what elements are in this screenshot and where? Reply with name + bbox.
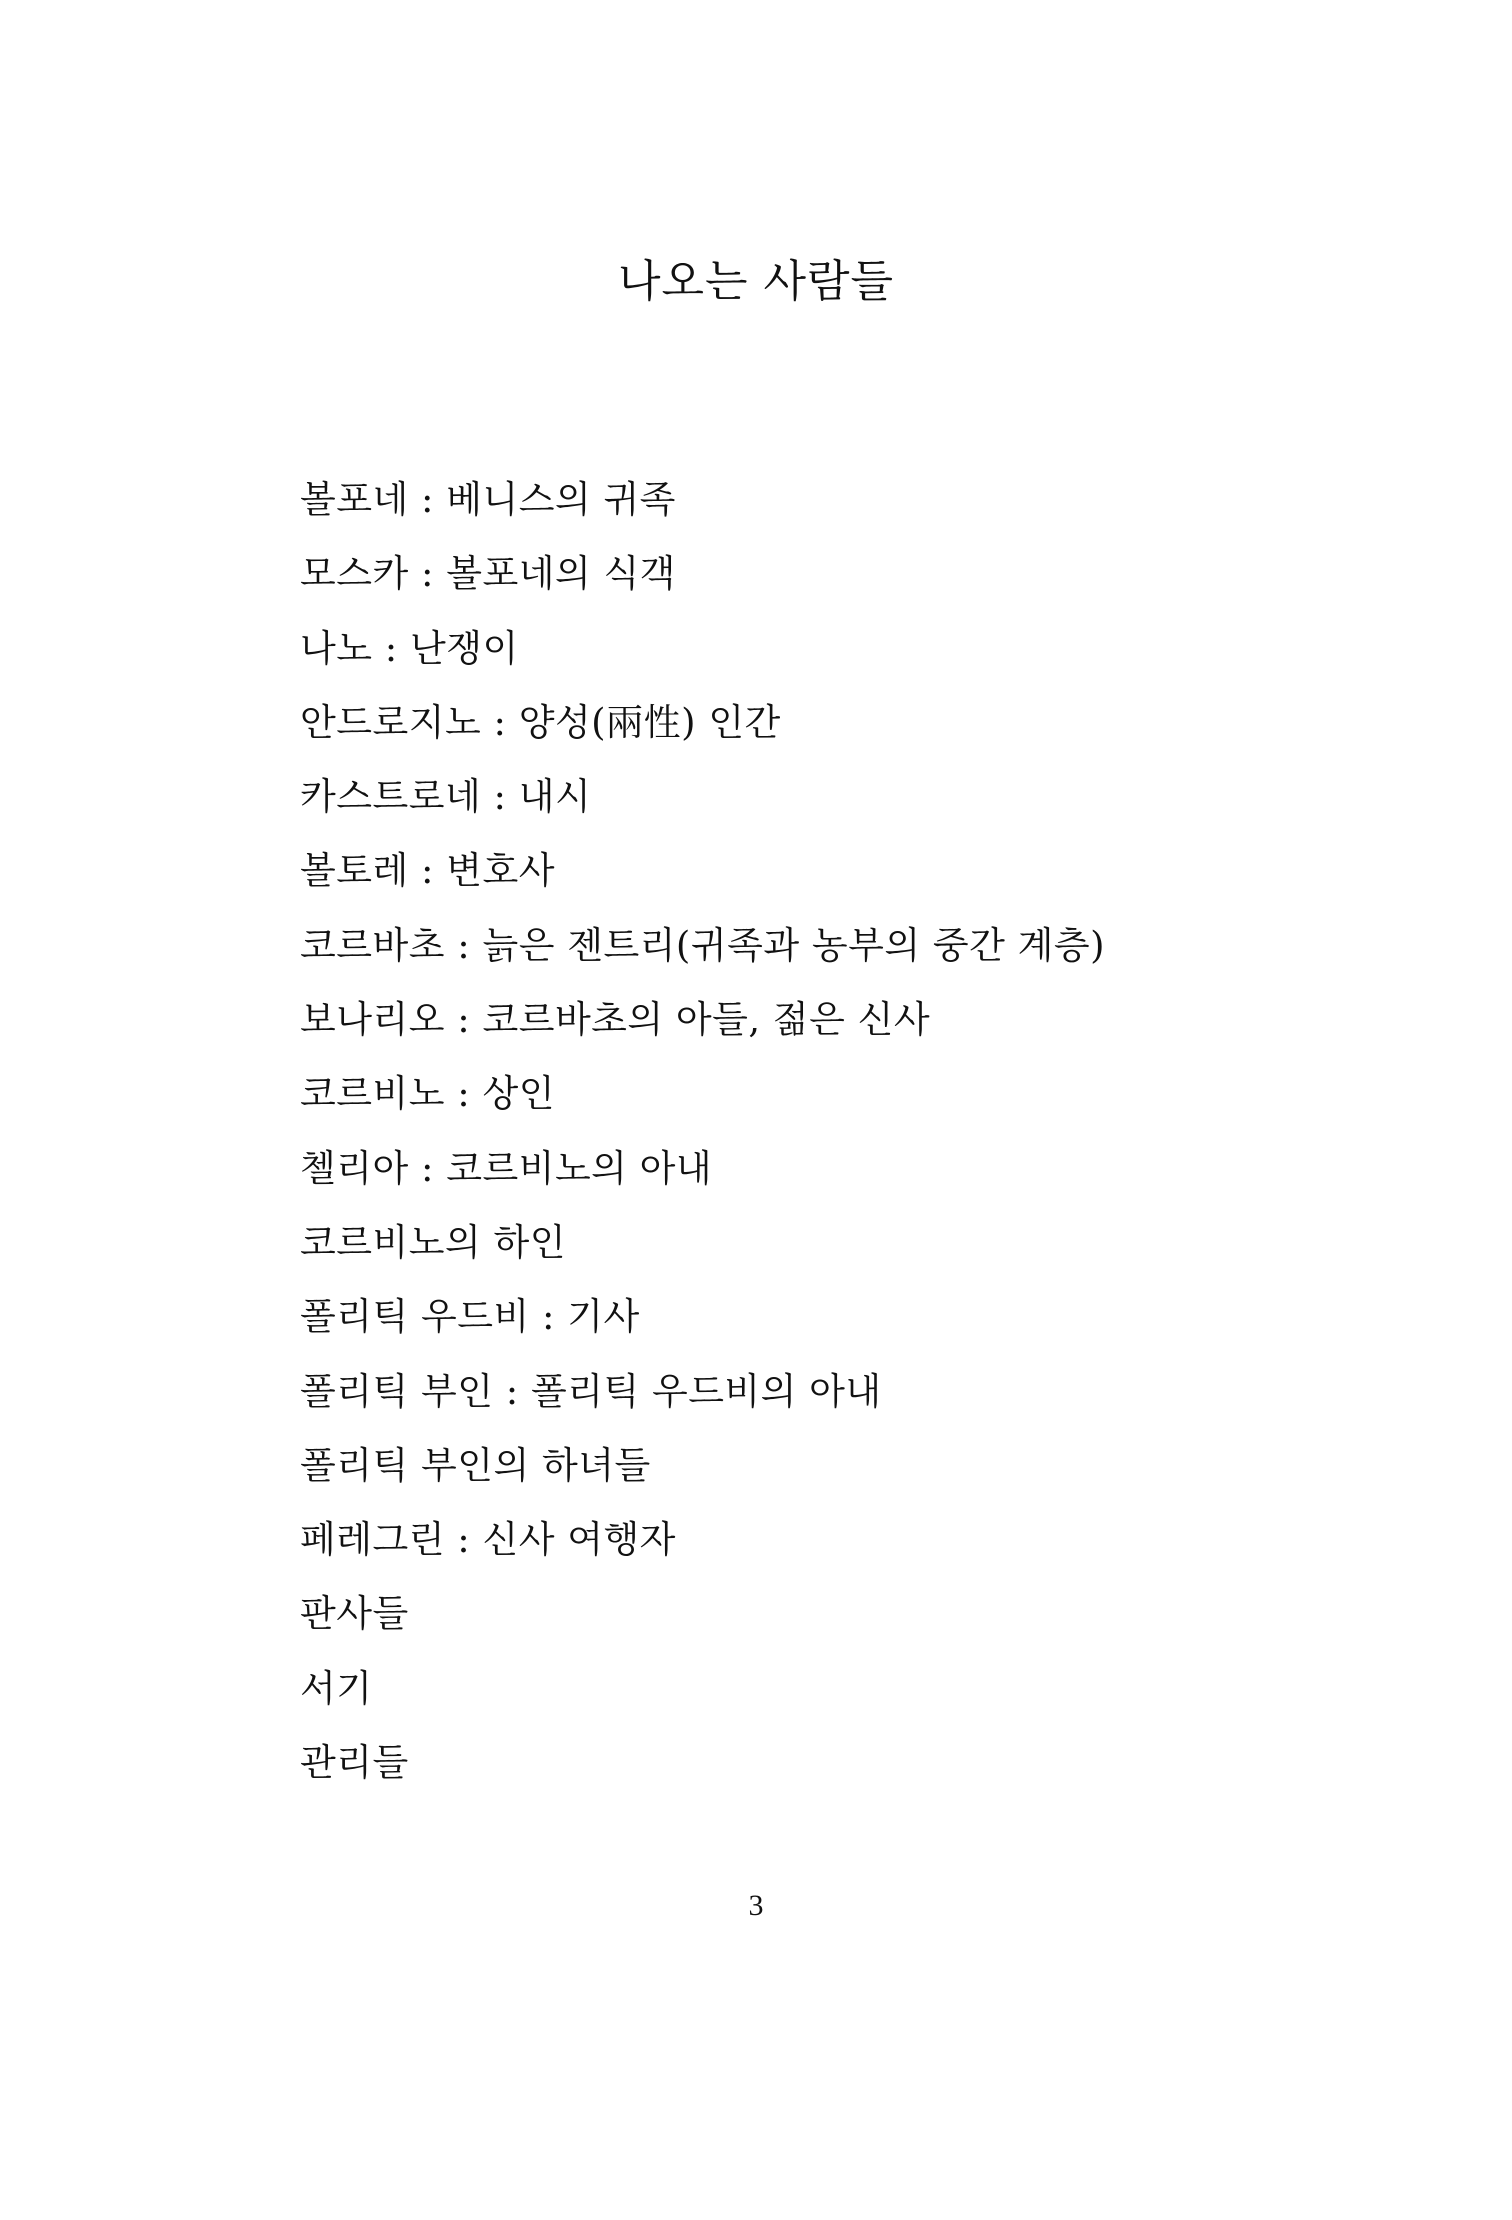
cast-item: 안드로지노 : 양성(兩性) 인간 xyxy=(300,700,781,744)
cast-item: 서기 xyxy=(300,1666,373,1710)
cast-item: 코르비노의 하인 xyxy=(300,1220,566,1264)
cast-item: 폴리틱 부인 : 폴리틱 우드비의 아내 xyxy=(300,1369,882,1413)
cast-item: 코르비노 : 상인 xyxy=(300,1072,555,1116)
cast-item: 폴리틱 우드비 : 기사 xyxy=(300,1295,640,1339)
cast-item: 모스카 : 볼포네의 식객 xyxy=(300,552,676,596)
cast-item: 첼리아 : 코르비노의 아내 xyxy=(300,1146,713,1190)
cast-item: 코르바초 : 늙은 젠트리(귀족과 농부의 중간 계층) xyxy=(300,923,1106,967)
cast-item: 볼포네 : 베니스의 귀족 xyxy=(300,478,676,521)
cast-item: 페레그린 : 신사 여행자 xyxy=(300,1518,676,1562)
cast-list xyxy=(300,470,1105,1807)
cast-item: 판사들 xyxy=(300,1592,409,1636)
cast-item: 관리들 xyxy=(300,1741,409,1785)
cast-item: 카스트로네 : 내시 xyxy=(300,775,592,819)
page-title: 나오는 사람들 xyxy=(617,256,894,307)
cast-item: 나노 : 난쟁이 xyxy=(300,626,519,670)
cast-item: 폴리틱 부인의 하녀들 xyxy=(300,1443,651,1487)
cast-item: 보나리오 : 코르바초의 아들, 젊은 신사 xyxy=(300,998,931,1042)
page-number: 3 xyxy=(748,1889,764,1922)
cast-item: 볼토레 : 변호사 xyxy=(300,849,555,893)
